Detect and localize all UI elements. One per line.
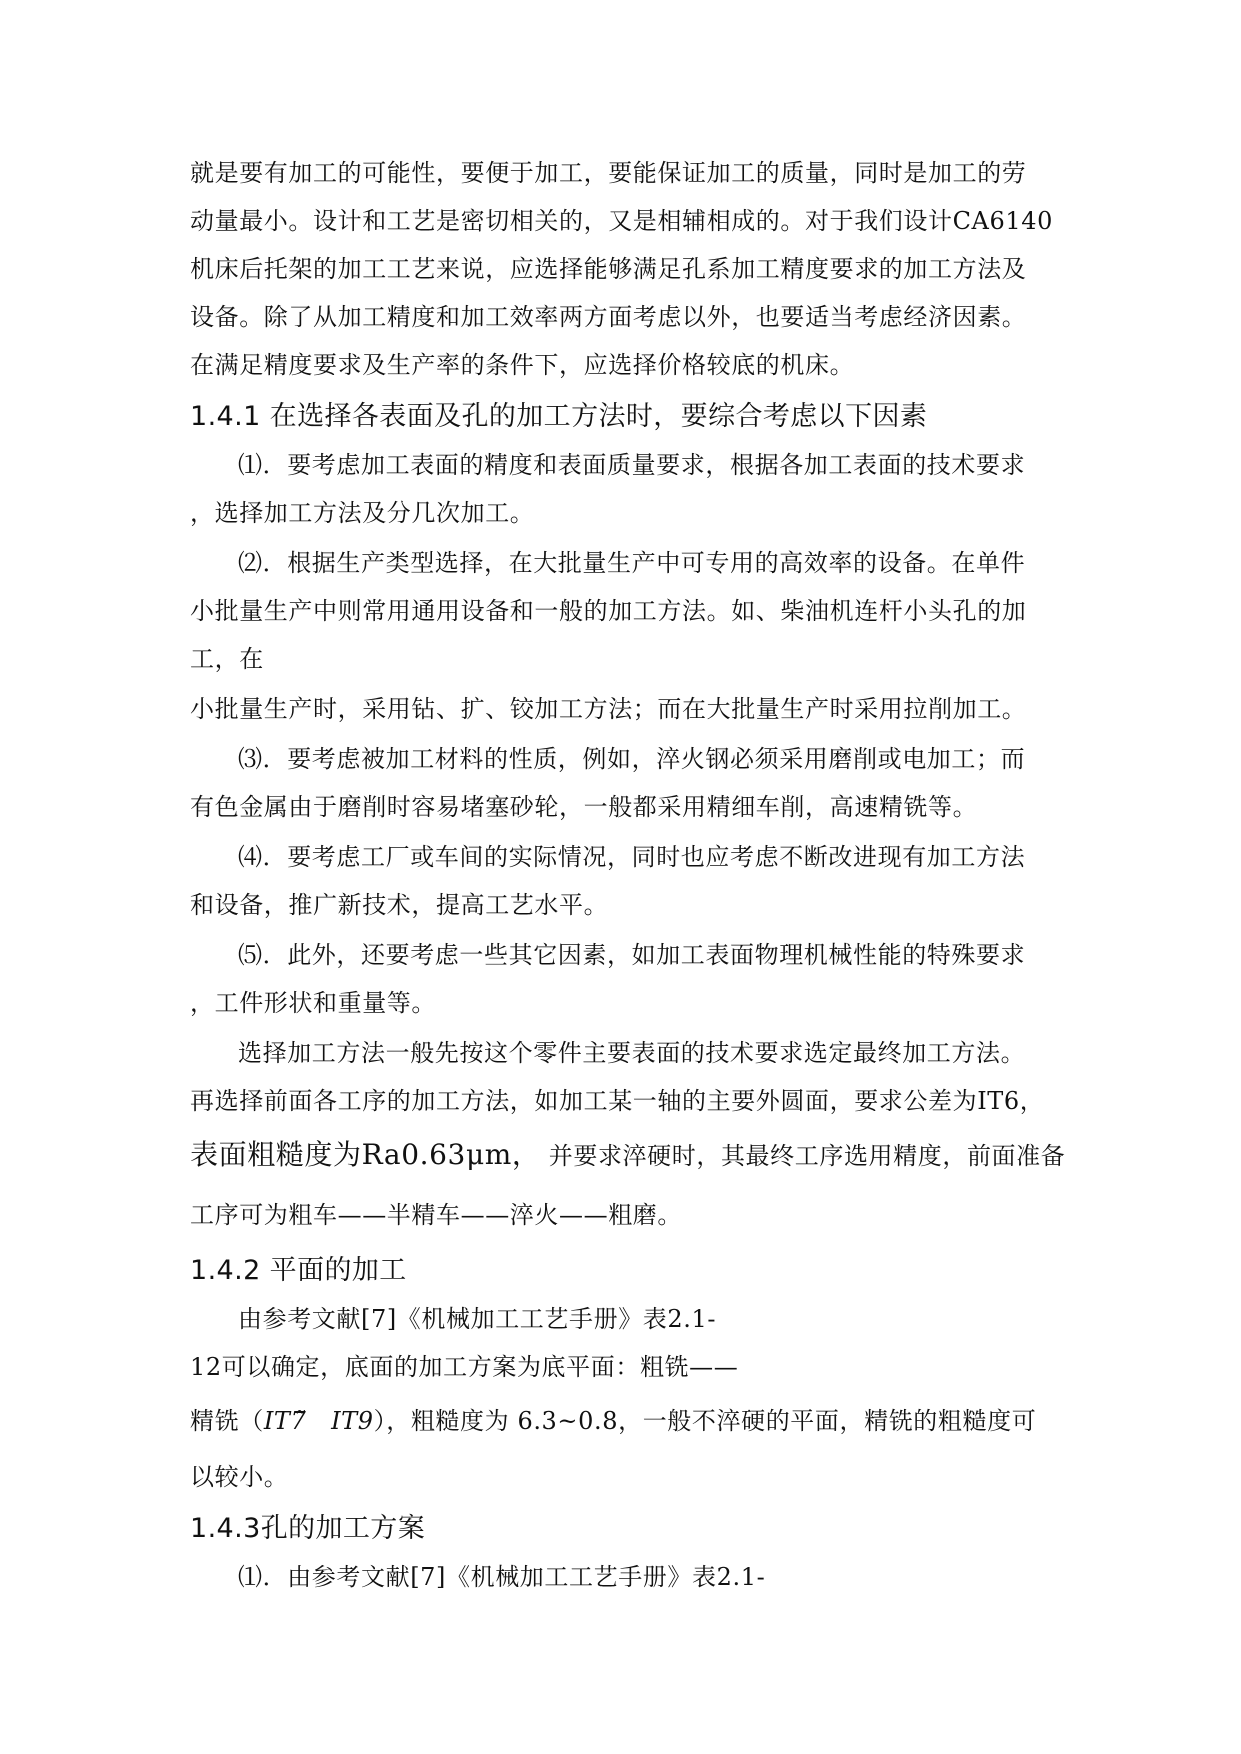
item-3-line-2: 有色金属由于磨削时容易堵塞砂轮，一般都采用精细车削，高速精铣等。 — [190, 793, 978, 821]
intro-line-1: 就是要有加工的可能性，要便于加工，要能保证加工的质量，同时是加工的劳 — [190, 159, 1027, 187]
paragraph-line-4: 工序可为粗车——半精车——淬火——粗磨。 — [190, 1201, 682, 1229]
paragraph-line-3 — [190, 1140, 1065, 1171]
tolerance-it7: IT7̃ — [263, 1407, 307, 1435]
item-4-line-1: ⑷．要考虑工厂或车间的实际情况，同时也应考虑不断改进现有加工方法 — [238, 843, 1026, 871]
tolerance-it9: IT9 — [331, 1407, 374, 1435]
item-4-line-2: 和设备，推广新技术，提高工艺水平。 — [190, 891, 609, 919]
roughness-spec: 表面粗糙度为Ra0.63μm， — [190, 1138, 541, 1171]
intro-line-2: 动量最小。设计和工艺是密切相关的，又是相辅相成的。对于我们设计CA6140 — [190, 207, 1053, 235]
paragraph-line-1: 选择加工方法一般先按这个零件主要表面的技术要求选定最终加工方法。 — [238, 1039, 1026, 1067]
section-heading-1-4-2: 1.4.2 平面的加工 — [190, 1255, 407, 1286]
item-1-line-1: ⑴．要考虑加工表面的精度和表面质量要求，根据各加工表面的技术要求 — [238, 451, 1026, 479]
item-2-line-2: 小批量生产中则常用通用设备和一般的加工方法。如、柴油机连杆小头孔的加 — [190, 597, 1027, 625]
plane-line-1: 由参考文献[7]《机械加工工艺手册》表2.1- — [238, 1305, 717, 1333]
paragraph-line-2: 再选择前面各工序的加工方法，如加工某一轴的主要外圆面，要求公差为IT6， — [190, 1087, 1045, 1115]
plane-line-2: 12可以确定，底面的加工方案为底平面：粗铣—— — [190, 1353, 739, 1381]
item-2-line-3: 工，在 — [190, 645, 264, 673]
item-5-line-2: ，工件形状和重量等。 — [190, 989, 436, 1017]
intro-line-5: 在满足精度要求及生产率的条件下，应选择价格较底的机床。 — [190, 351, 855, 379]
section-heading-1-4-1: 1.4.1 在选择各表面及孔的加工方法时，要综合考虑以下因素 — [190, 401, 928, 432]
plane-line-3 — [190, 1406, 1036, 1436]
item-2-line-4: 小批量生产时，采用钻、扩、铰加工方法；而在大批量生产时采用拉削加工。 — [190, 695, 1027, 723]
item-2-line-1: ⑵．根据生产类型选择，在大批量生产中可专用的高效率的设备。在单件 — [238, 549, 1026, 577]
section-heading-1-4-3: 1.4.3孔的加工方案 — [190, 1513, 426, 1544]
plane-line-3-start: 精铣（ — [190, 1407, 264, 1435]
plane-line-4: 以较小。 — [190, 1463, 289, 1491]
item-3-line-1: ⑶．要考虑被加工材料的性质，例如，淬火钢必须采用磨削或电加工；而 — [238, 745, 1026, 773]
item-1-line-2: ，选择加工方法及分几次加工。 — [190, 499, 535, 527]
plane-line-3-rest: ），粗糙度为 6.3~0.8，一般不淬硬的平面，精铣的粗糙度可 — [373, 1407, 1037, 1435]
intro-line-4: 设备。除了从加工精度和加工效率两方面考虑以外，也要适当考虑经济因素。 — [190, 303, 1027, 331]
paragraph-line-3-rest: 并要求淬硬时，其最终工序选用精度，前面准备 — [548, 1142, 1066, 1170]
hole-line-1: ⑴．由参考文献[7]《机械加工工艺手册》表2.1- — [238, 1563, 766, 1591]
intro-line-3: 机床后托架的加工工艺来说，应选择能够满足孔系加工精度要求的加工方法及 — [190, 255, 1027, 283]
item-5-line-1: ⑸．此外，还要考虑一些其它因素，如加工表面物理机械性能的特殊要求 — [238, 941, 1026, 969]
